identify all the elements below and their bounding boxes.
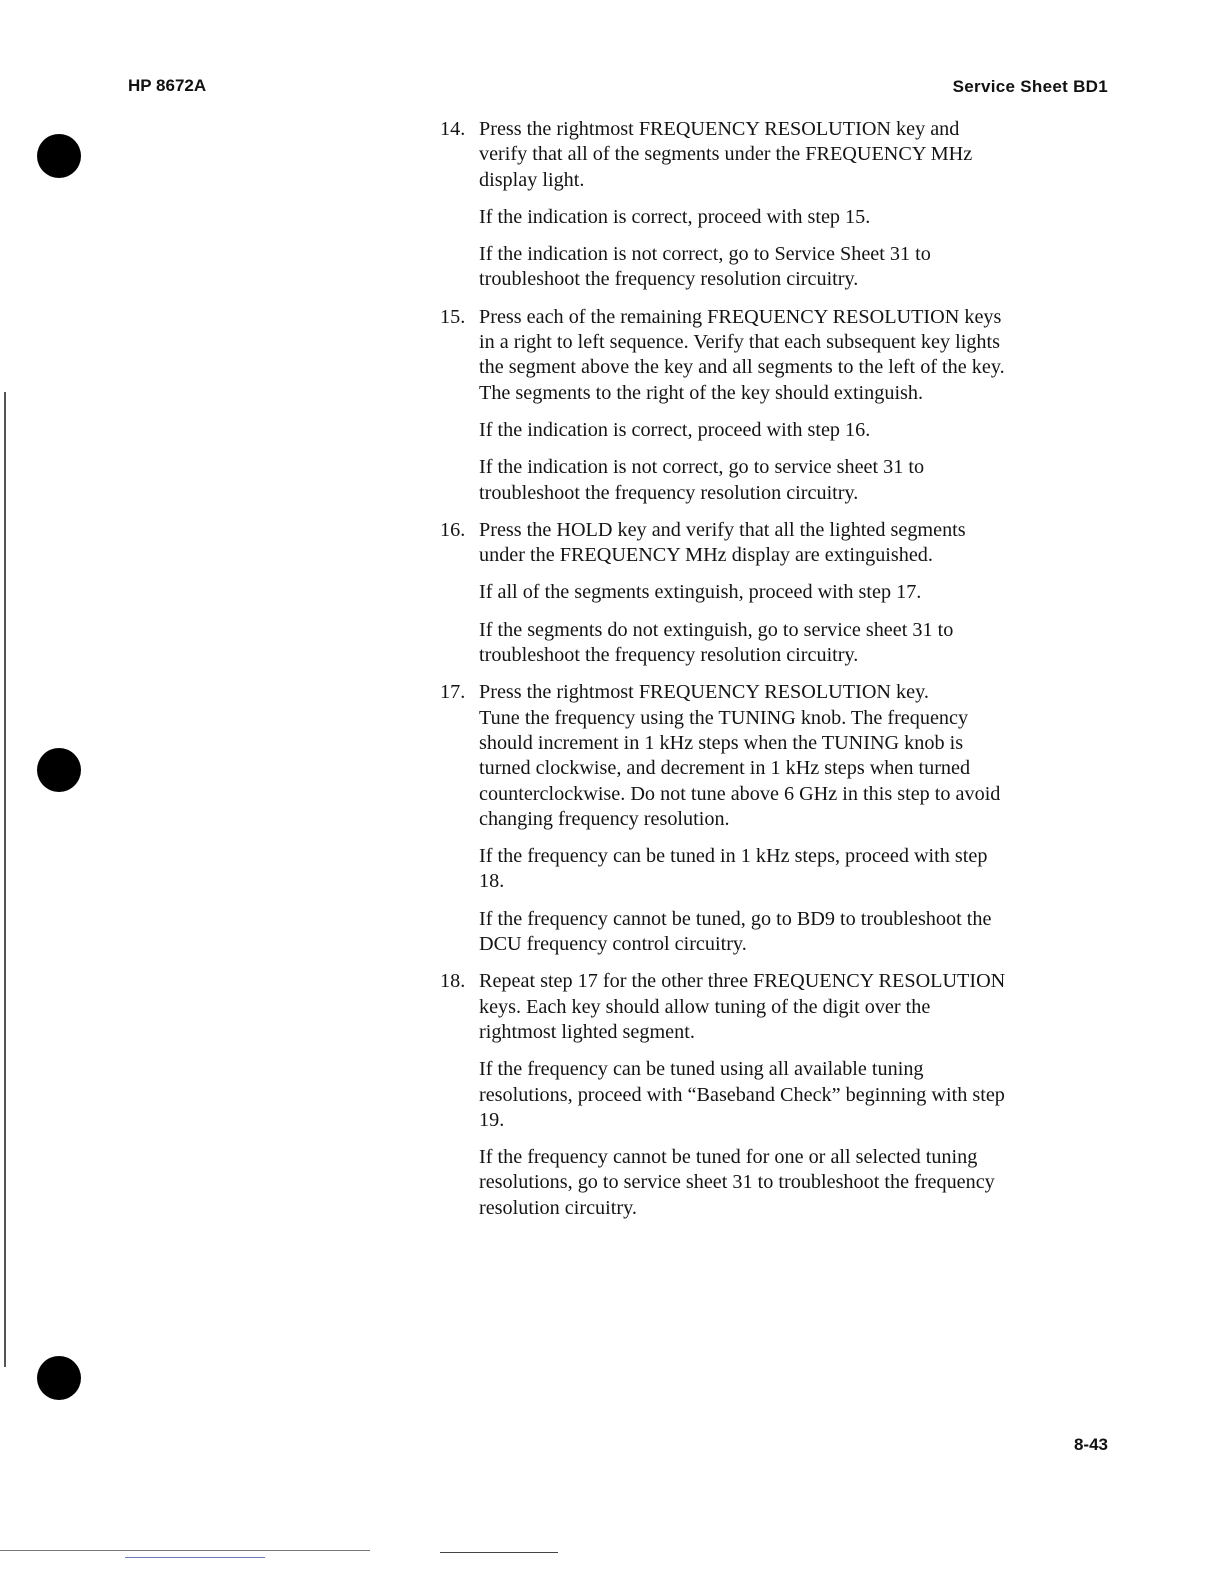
- step-result-incorrect: If the frequency cannot be tuned for one or all selected tuning resolutions, go to service sheet 31 to troubleshoot the frequency resolution circuitry.: [479, 1146, 995, 1219]
- document-model: HP 8672A: [128, 76, 207, 95]
- step-16: [440, 518, 1112, 668]
- service-sheet-title: Service Sheet BD1: [952, 77, 1108, 96]
- step-number: 14.: [440, 118, 466, 140]
- step-result-correct: If the frequency can be tuned in 1 kHz steps, proceed with step 18.: [479, 845, 988, 893]
- step-result-correct: If the indication is correct, proceed with step 16.: [479, 418, 871, 441]
- step-result-correct: If the indication is correct, proceed with step 15.: [479, 205, 871, 228]
- step-number: 16.: [440, 518, 466, 541]
- punch-hole-bottom: [37, 1356, 81, 1400]
- step-number: 17.: [440, 681, 466, 704]
- punch-hole-middle: [37, 748, 81, 792]
- scan-artifact-line: [440, 1552, 558, 1553]
- step-result-incorrect: If the segments do not extinguish, go to service sheet 31 to troubleshoot the frequency resolution circuitry.: [479, 618, 954, 667]
- page-number: 8-43: [1073, 1435, 1108, 1454]
- margin-line: [4, 392, 6, 1367]
- step-result-correct: If the frequency can be tuned using all available tuning resolutions, proceed with “Baseband Check” beginning with step 19.: [479, 1058, 1005, 1131]
- step-14: [440, 117, 1112, 293]
- punch-hole-top: [37, 134, 81, 178]
- scan-artifact-line: [125, 1557, 265, 1558]
- step-17: [440, 680, 1112, 957]
- step-instruction: Press each of the remaining FREQUENCY RESOLUTION keys in a right to left sequence. Verify that each subsequent key lights the segment above the key and all segments to the left of the key. The segments to the right of the key should extinguish.: [479, 305, 1005, 404]
- step-instruction: Press the rightmost FREQUENCY RESOLUTION key. Tune the frequency using the TUNING knob. The frequency should increment in 1 kHz steps when the TUNING knob is turned clockwise, and decrement in 1 kHz steps when turned counterclockwise. Do not tune above 6 GHz in this step to avoid changing frequency resolution.: [479, 681, 1001, 830]
- scan-artifact-line: [0, 1550, 370, 1551]
- step-15: [440, 305, 1112, 506]
- step-number: 15.: [440, 305, 466, 328]
- procedure-steps: [440, 117, 1112, 1233]
- step-instruction: Repeat step 17 for the other three FREQUENCY RESOLUTION keys. Each key should allow tuning of the digit over the rightmost lighted segment.: [479, 970, 1006, 1043]
- step-instruction: Press the HOLD key and verify that all the lighted segments under the FREQUENCY MHz display are extinguished.: [479, 518, 966, 567]
- step-result-correct: If all of the segments extinguish, proceed with step 17.: [479, 581, 922, 604]
- step-result-incorrect: If the indication is not correct, go to Service Sheet 31 to troubleshoot the frequency resolution circuitry.: [479, 243, 931, 291]
- step-result-incorrect: If the frequency cannot be tuned, go to BD9 to troubleshoot the DCU frequency control circuitry.: [479, 907, 992, 956]
- step-number: 18.: [440, 970, 466, 993]
- step-result-incorrect: If the indication is not correct, go to service sheet 31 to troubleshoot the frequency resolution circuitry.: [479, 456, 925, 504]
- step-18: [440, 969, 1112, 1221]
- step-instruction: Press the rightmost FREQUENCY RESOLUTION key and verify that all of the segments under the FREQUENCY MHz display light.: [479, 118, 973, 191]
